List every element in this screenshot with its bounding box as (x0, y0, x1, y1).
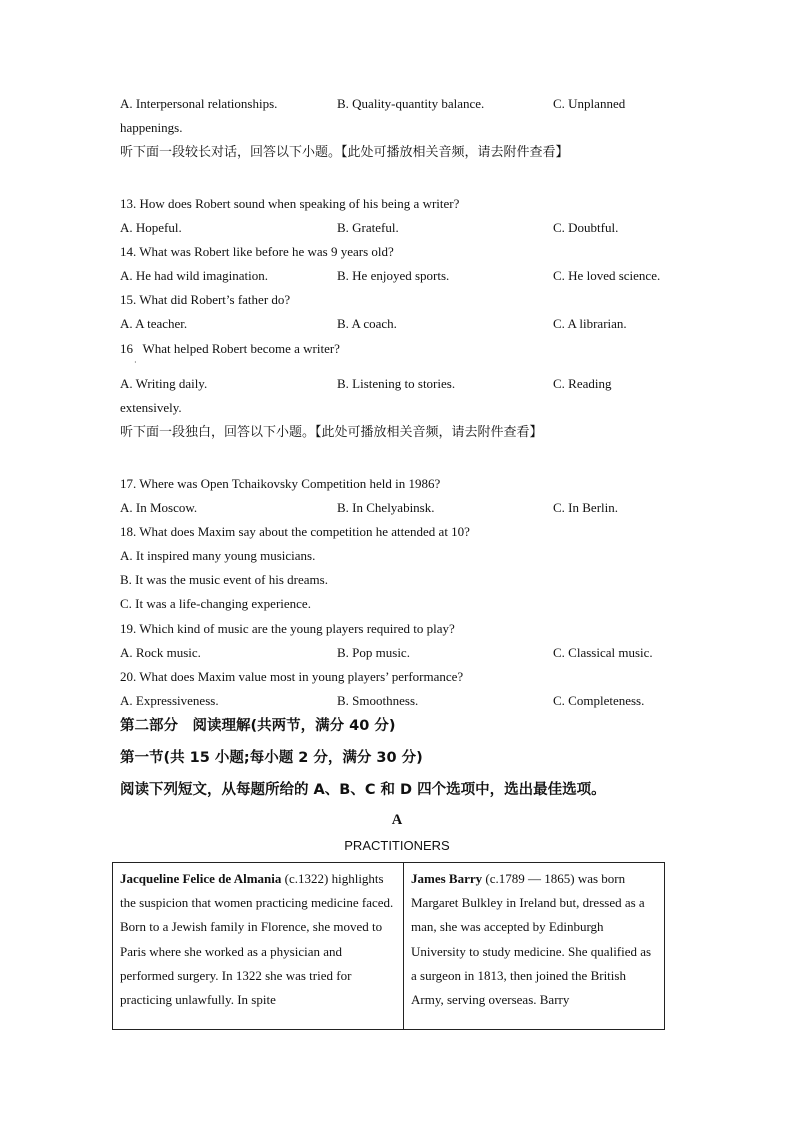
q16-option-c: C. Reading (553, 376, 612, 391)
q19-option-b: B. Pop music. (337, 645, 410, 660)
q14-option-b: B. He enjoyed sports. (337, 268, 450, 283)
q16-stem-dot: · (134, 358, 137, 367)
q15-stem: 15. What did Robert’s father do? (120, 292, 291, 307)
q20-option-a: A. Expressiveness. (120, 693, 219, 708)
practitioner-dates: (c.1789 — 1865) (482, 871, 575, 886)
q13-stem: 13. How does Robert sound when speaking of his being a writer? (120, 196, 460, 211)
q20-option-c: C. Completeness. (553, 693, 645, 708)
q17-stem: 17. Where was Open Tchaikovsky Competition held in 1986? (120, 476, 441, 491)
q13-option-a: A. Hopeful. (120, 220, 182, 235)
q19-option-a: A. Rock music. (120, 645, 201, 660)
q18-option-b: B. It was the music event of his dreams. (120, 572, 328, 587)
q19-option-c: C. Classical music. (553, 645, 653, 660)
practitioner-cell-right (404, 863, 665, 1030)
q17-option-c: C. In Berlin. (553, 500, 618, 515)
passage-letter: A (391, 812, 403, 828)
instruction-dialogue: 听下面一段较长对话，回答以下小题。【此处可播放相关音频，请去附件查看】 (120, 145, 569, 160)
practitioner-cell-left (113, 863, 404, 1030)
q16-option-a: A. Writing daily. (120, 376, 208, 391)
part2-heading: 第二部分 阅读理解(共两节，满分 40 分) (120, 718, 396, 734)
q17-option-b: B. In Chelyabinsk. (337, 500, 435, 515)
q14-option-a: A. He had wild imagination. (120, 268, 269, 283)
q18-option-a: A. It inspired many young musicians. (120, 548, 316, 563)
passage-title: PRACTITIONERS (344, 838, 450, 853)
practitioner-text: was born Margaret Bulkley in Ireland but, dressed as a man, she was accepted by Edinburgh University to study medicine. She qualified as a surgeon in 1813, then joined the British Army, serving overseas. Barry (411, 871, 652, 1008)
q16-option-b: B. Listening to stories. (337, 376, 456, 391)
q13-option-c: C. Doubtful. (553, 220, 619, 235)
q12-option-b: B. Quality-quantity balance. (337, 96, 485, 111)
q15-option-c: C. A librarian. (553, 316, 627, 331)
instruction-monologue: 听下面一段独白，回答以下小题。【此处可播放相关音频，请去附件查看】 (120, 425, 543, 440)
practitioner-name: Jacqueline Felice de Almania (120, 871, 282, 886)
q19-stem: 19. Which kind of music are the young players required to play? (120, 621, 455, 636)
q12-option-c: C. Unplanned (553, 96, 626, 111)
q12-option-c-wrap: happenings. (120, 120, 183, 135)
q20-option-b: B. Smoothness. (337, 693, 419, 708)
q15-option-a: A. A teacher. (120, 316, 188, 331)
q16-option-c-wrap: extensively. (120, 400, 182, 415)
q14-option-c: C. He loved science. (553, 268, 661, 283)
q16-stem: 16 What helped Robert become a writer? (120, 341, 340, 356)
practitioners-table (112, 862, 665, 1030)
practitioner-text: highlights the suspicion that women practicing medicine faced. Born to a Jewish family in Florence, she moved to Paris where she worked as a physician and performed surgery. In 1322 she was tried for practicing unlawfully. In spite (120, 871, 394, 1008)
q17-option-a: A. In Moscow. (120, 500, 198, 515)
q18-option-c: C. It was a life-changing experience. (120, 596, 311, 611)
q13-option-b: B. Grateful. (337, 220, 399, 235)
section1-heading: 第一节(共 15 小题;每小题 2 分，满分 30 分) (120, 750, 423, 766)
practitioner-dates: (c.1322) (281, 871, 329, 886)
practitioner-name: James Barry (411, 871, 483, 886)
q20-stem: 20. What does Maxim value most in young players’ performance? (120, 669, 464, 684)
q15-option-b: B. A coach. (337, 316, 397, 331)
q14-stem: 14. What was Robert like before he was 9 years old? (120, 244, 394, 259)
reading-instruction: 阅读下列短文，从每题所给的 A、B、C 和 D 四个选项中，选出最佳选项。 (120, 782, 606, 798)
q18-stem: 18. What does Maxim say about the competition he attended at 10? (120, 524, 470, 539)
q12-option-a: A. Interpersonal relationships. (120, 96, 278, 111)
